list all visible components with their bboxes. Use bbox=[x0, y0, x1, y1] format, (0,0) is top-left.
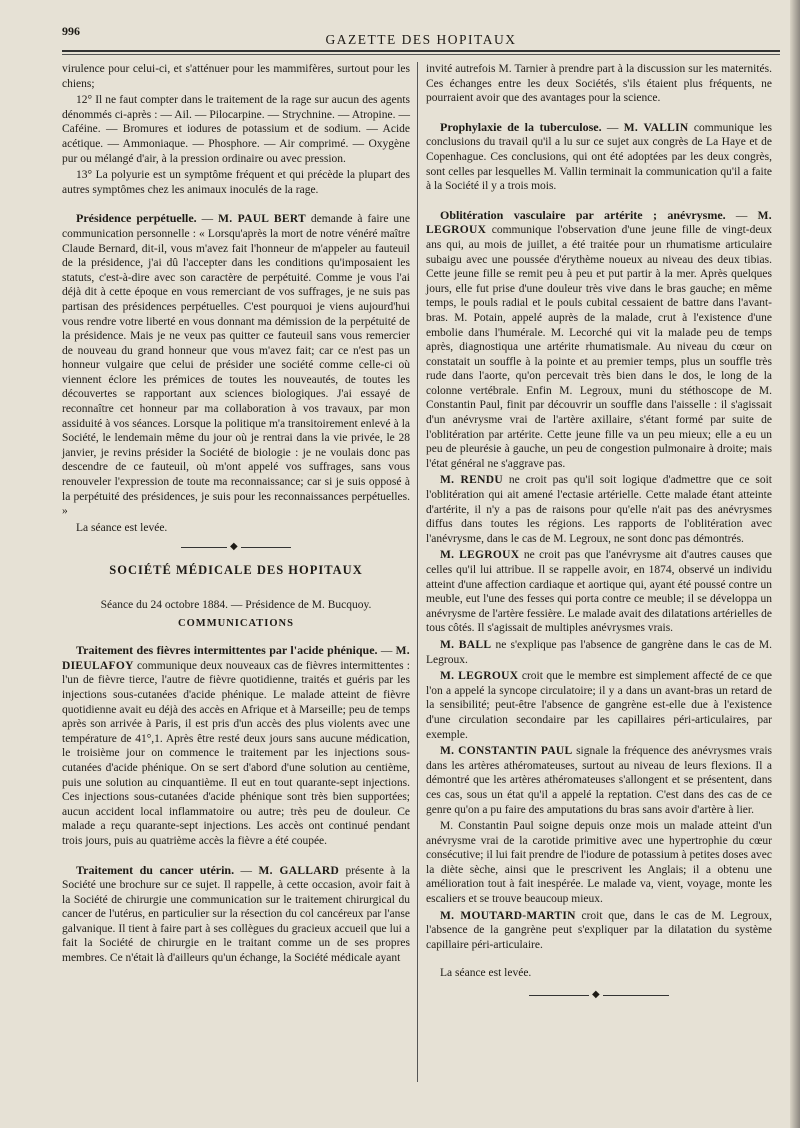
article-obliteration: Oblitération vasculaire par artérite ; anévrysme. — M. LEGROUX communique l'observation d'une jeune fille de vingt-deux ans qui, au mois de juillet, a été traitée pour un rhumatisme articulaire subaigu avec une poussée d'érythème noueux au niveau des deux tibias. Cette jeune fille se remit peu à peu et put partir à la mer. Après quelques jours, elle fut prise d'une douleur très vive dans le bras gauche; en même temps, le pouls radial et le pouls cubital cessaient de battre dans l'avant-bras. M. Potain, appelé auprès de la malade, crut à l'existence d'une embolie dans l'humérale. M. Lecorché qui vit la malade peu de temps après, diagnostiqua une artérite rhumatismale. Au niveau du cœur on constatait un souffle à la pointe et au premier temps, plus un souffle très rude dans l'aorte, qu'on percevait très bien dans le dos, le long de la colonne vertébrale. Enfin M. Legroux, muni du stéthoscope de M. Constantin Paul, finit par découvrir un souffle dans l'aisselle : il s'agissait d'un anévrysme vrai de l'artère axillaire, s'étant formé par suite de l'oblitération par artérite. Cette jeune fille va un peu mieux; elle a eu un peu de pleurésie à gauche, un peu de congestion pulmonaire à droite; mais l'état général ne s'aggrave pas. bbox=[426, 207, 772, 470]
page-edge bbox=[790, 0, 800, 1128]
paragraph-ball bbox=[426, 638, 772, 667]
speaker-name: M. RENDU bbox=[440, 474, 503, 487]
article-text: présente à la Société une brochure sur ce sujet. Il rappelle, à cette occasion, avoir fait à la Société de chirurgie une communication sur le traitement chirurgical du cancer de l'utérus, en particulier sur la résection du col cancéreux par l'anse galvanique. Il tient à faire part à ses collègues du gracieux accueil que lui a fait la Société de chirurgie en le traitant comme un de ses propres membres. Ce n'était là d'ailleurs qu'un échange, la Société médicale ayant bbox=[62, 864, 411, 965]
speaker-name: M. LEGROUX bbox=[440, 549, 520, 562]
article-text: croit que, dans le cas de M. Legroux, l'absence de la gangrène peut s'expliquer par la dilatation du système capillaire péri-articulaire. bbox=[426, 909, 773, 951]
article-heading: Prophylaxie de la tuberculose. bbox=[440, 119, 602, 134]
speaker-name: M. GALLARD bbox=[258, 864, 340, 877]
article-fievres: Traitement des fièvres intermittentes par l'acide phénique. — M. DIEULAFOY communique deux nouveaux cas de fièvres intermittentes : l'un de fièvre tierce, l'autre de fièvre quotidienne, traités et guéris par les injections sous-cutanées d'acide phénique. Le malade atteint de fièvre quotidienne avait eu déjà des accès en Afrique et à Marseille; peu de temps après son arrivée à Paris, il est pris d'un accès des plus violents avec une température de 41°,1. Après être resté deux jours sans aucune médication, le troisième jour on commence le traitement par les injections sous-cutanées d'acide phénique. On se sert d'abord d'une solution au centième, puis une solution au cinquantième. Il eut en tout quarante-sept injections. Ces injections sous-cutanées d'acide phénique sont très bien supportées; aucun accident local inflammatoire ou autre; très peu de douleur. Ce malade a reçu quarante-sept injections. Les accès ont continué pendant trois jours, puis au quatrième accès la fièvre a été coupée. bbox=[62, 643, 410, 847]
paragraph: invité autrefois M. Tarnier à prendre part à la discussion sur les maternités. Ces échanges entre les deux Sociétés, s'ils étaient plus fréquents, ne pourraient avoir que des avantages pour la science. bbox=[426, 63, 772, 105]
article-text: signale la fréquence des anévrysmes vrais dans les artères athéromateuses, surtout au niveau de leurs flexions. Il a démontré que les artères athéromateuses s'allongent et se présentent, dans ces cas, sous un état qu'il a appelé la reptation. C'est dans des cas de ce genre qu'on a pu faire des amputations du bras sans avoir d'artère à lier. bbox=[426, 745, 772, 816]
section-divider: ◆ bbox=[181, 547, 291, 549]
paragraph-rendu bbox=[426, 473, 772, 546]
article-tuberculose: Prophylaxie de la tuberculose. — M. VALLIN communique les conclusions du travail qu'il a lu sur ce sujet aux congrès de La Haye et de Copenhague. Ces conclusions, qui ont été adoptées par les deux congrès, sont celles par lesquelles M. Vallin terminait la communication qu'il a faite à la Société il y a trois mois. bbox=[426, 119, 772, 193]
article-text: communique deux nouveaux cas de fièvres intermittentes : l'un de fièvre tierce, l'autre de fièvre quotidienne, traités et guéris par les injections sous-cutanées d'acide phénique. Le malade atteint de fièvre quotidienne avait eu déjà des accès en Afrique et à Marseille; peu de temps après son arrivée à Paris, il est pris d'un accès des plus violents avec une température de 41°,1. Après être resté deux jours sans aucune médication, le troisième jour on commence le traitement par les injections sous-cutanées d'acide phénique. On se sert d'abord d'une solution au centième, puis une solution au cinquantième. Il eut en tout quarante-sept injections. Ces injections sous-cutanées d'acide phénique sont très bien supportées; aucun accident local inflammatoire ou autre; très peu de douleur. Ce malade a reçu quarante-sept injections. Les accès ont continué pendant trois jours, puis au quatrième accès la fièvre a été coupée. bbox=[62, 659, 410, 847]
article-text: ne croit pas que l'anévrysme ait d'autres causes que celles qu'il lui attribue. Il se rappelle avoir, en 1874, observé un individu atteint d'une affection cardiaque et aortique qui, ayant été poussé contre un meuble, eut l'une des fesses qui porta contre ce meuble; il se développa un anévrysme de l'artère fessière. Le malade avait des dilatations artérielles de tous côtés. Il s'agissait de multiples anévrysmes vrais. bbox=[426, 549, 772, 635]
paragraph-legroux bbox=[426, 548, 772, 636]
section-title: SOCIÉTÉ MÉDICALE DES HOPITAUX bbox=[109, 563, 363, 578]
speaker-name: M. MOUTARD-MARTIN bbox=[440, 909, 576, 922]
paragraph-legroux-reply bbox=[426, 669, 772, 742]
paragraph: M. Constantin Paul soigne depuis onze mois un malade atteint d'un anévrysme vrai de la carotide primitive avec une hypertrophie du cœur consécutive; il lui fait prendre de l'iodure de potassium à petites doses avec la diète sèche, ainsi que le prescrivent les Anglais; il a obtenu une amélioration tout à fait inespérée. Le malade va, vient, voyage, monte les escaliers et se trouve beaucoup mieux. bbox=[426, 820, 772, 906]
left-column bbox=[62, 62, 410, 968]
session-line: Séance du 24 octobre 1884. — Présidence de M. Bucquoy. bbox=[100, 599, 372, 611]
communications-heading: COMMUNICATIONS bbox=[178, 617, 294, 629]
article-text: demande à faire une communication personnelle : « Lorsqu'après la mort de notre vénéré maître Claude Bernard, dit-il, vous m'avez fait l'honneur de m'appeler au fauteuil de la présidence, j'ai dû l'accepter dans les conditions qu'imposaient les statuts, c'est-à-dire avec son caractère de perpétuité. Comme je vous l'ai déjà dit à cette époque en vous remerciant de vos suffrages, je ne suis pas partisan des présidences perpétuelles. C'est pourquoi je viens aujourd'hui vous rendre votre liberté en vous donnant ma démission de la perpétuité de la présidence. Mais je ne veux pas quitter ce fauteuil sans vous remercier de nouveau du grand honneur que vous m'avez fait; car ce n'est pas un honneur vulgaire que celui de présider une société comme celle-ci où viennent éclore les prémices de toutes les nouveautés, de toutes les découvertes se rapportant aux sciences biologiques. J'ai essayé de reconnaître cet honneur par ma collaboration à vos travaux, par mon assiduité à vos séances. Lorsque la politique m'a transitoirement enlevé à la Société, le lendemain même du jour où je rentrai dans la vie privée, le 28 janvier, je revins présider la Société de biologie : je ne voulais donc pas descendre de ce fauteuil, où m'ont appelé vos suffrages, sans vous renouveler l'expression de toute ma reconnaissance; car si je suis opposé à la perpétuité des présidences, je suis pour les reconnaissances perpétuelles. » bbox=[62, 213, 411, 518]
closing-line: La séance est levée. bbox=[440, 967, 532, 980]
speaker-name: M. BALL bbox=[440, 638, 492, 651]
paragraph: virulence pour celui-ci, et s'atténuer pour les mammifères, surtout pour les chiens; bbox=[62, 63, 410, 90]
speaker-name: M. PAUL BERT bbox=[218, 213, 306, 226]
article-heading: Traitement du cancer utérin. bbox=[76, 862, 235, 877]
article-cancer: Traitement du cancer utérin. — M. GALLARD présente à la Société une brochure sur ce sujet. Il rappelle, à cette occasion, avoir fait à la Société de chirurgie une communication sur le traitement chirurgical du cancer de l'utérus, en particulier sur la résection du col cancéreux par l'anse galvanique. Il tient à faire part à ses collègues du gracieux accueil que lui a fait la Société de chirurgie en le traitant comme un de ses propres membres. Ce n'était là d'ailleurs qu'un échange, la Société médicale ayant bbox=[62, 862, 411, 965]
article-heading: Oblitération vasculaire par artérite ; anévrysme. bbox=[440, 207, 726, 222]
speaker-name: M. DIEULAFOY bbox=[62, 645, 410, 672]
speaker-name: M. VALLIN bbox=[623, 121, 689, 134]
column-divider bbox=[417, 62, 418, 1082]
article-bert: Présidence perpétuelle. — M. PAUL BERT demande à faire une communication personnelle : « Lorsqu'après la mort de notre vénéré maître Claude Bernard, dit-il, vous m'avez fait l'honneur de m'appeler au fauteuil de la présidence, j'ai dû l'accepter dans les conditions qu'imposaient les statuts, c'est-à-dire avec son caractère de perpétuité. Comme je vous l'ai déjà dit à cette époque en vous remerciant de vos suffrages, je ne suis pas partisan des présidences perpétuelles. C'est pourquoi je viens aujourd'hui vous rendre votre liberté en vous donnant ma démission de la perpétuité de la présidence. Mais je ne veux pas quitter ce fauteuil sans vous remercier de nouveau du grand honneur que vous m'avez fait; car ce n'est pas un honneur vulgaire que celui de présider une société comme celle-ci où viennent éclore les prémices de toutes les nouveautés, de toutes les découvertes se rapportant aux sciences biologiques. J'ai essayé de reconnaître cet honneur par ma collaboration à vos travaux, par mon assiduité à vos séances. Lorsque la politique m'a transitoirement enlevé à la Société, le lendemain même du jour où je rentrai dans la vie privée, le 28 janvier, je revins présider la Société de biologie : je ne voulais donc pas descendre de ce fauteuil, où m'ont appelé vos suffrages, sans vous renouveler l'expression de toute ma reconnaissance; car si je suis opposé à la perpétuité des présidences, je suis pour les reconnaissances perpétuelles. » bbox=[62, 211, 411, 518]
page-number: 996 bbox=[62, 24, 80, 38]
article-text: communique l'observation d'une jeune fille de vingt-deux ans qui, au mois de juillet, a été traitée pour un rhumatisme articulaire subaigu avec une poussée d'érythème noueux au niveau des deux tibias. Cette jeune fille se remit peu à peu et put partir à la mer. Après quelques jours, elle fut prise d'une douleur très vive dans le bras gauche; en même temps, le pouls radial et le pouls cubital cessaient de battre dans l'avant-bras. M. Potain, appelé auprès de la malade, crut à l'existence d'une embolie dans l'humérale. M. Lecorché qui vit la malade peu de temps après, diagnostiqua une artérite rhumatismale. Au niveau du cœur on constatait un souffle à la pointe et au premier temps, plus un souffle très rude dans l'aorte, qu'on percevait très bien dans le dos, le long de la colonne vertébrale. Enfin M. Legroux, muni du stéthoscope de M. Constantin Paul, finit par découvrir un souffle dans l'aisselle : il s'agissait d'un anévrysme vrai de l'artère axillaire, s'étant formé par suite de l'oblitération par artérite. Cette jeune fille va un peu mieux; elle a eu un peu de pleurésie à gauche, un peu de congestion pulmonaire à droite; mais l'état général ne s'aggrave pas. bbox=[426, 224, 772, 470]
article-text: communique les conclusions du travail qu'il a lu sur ce sujet aux congrès de La Haye et de Copenhague. Ces conclusions, qui ont été adoptées par les deux congrès, sont celles par lesquelles M. Vallin terminait la communication qu'il a faite à la Société il y a trois mois. bbox=[426, 121, 772, 193]
paragraph-constantin-paul bbox=[426, 744, 772, 817]
paragraph: 13° La polyurie est un symptôme fréquent et qui précède la plupart des autres symptômes chez les animaux inoculés de la rage. bbox=[62, 169, 410, 196]
speaker-name: M. LEGROUX bbox=[440, 670, 519, 683]
journal-title: GAZETTE DES HOPITAUX bbox=[325, 32, 517, 47]
closing-line: La séance est levée. bbox=[76, 521, 168, 534]
end-divider: ◆ bbox=[529, 995, 669, 997]
header-rule bbox=[62, 50, 780, 52]
speaker-name: M. CONSTANTIN PAUL bbox=[440, 745, 573, 758]
article-heading: Traitement des fièvres intermittentes par l'acide phénique. bbox=[76, 643, 378, 658]
article-heading: Présidence perpétuelle. bbox=[76, 211, 197, 226]
paragraph-moutard-martin bbox=[426, 909, 772, 953]
paragraph: 12° Il ne faut compter dans le traitement de la rage sur aucun des agents dénommés ci-après : — Ail. — Pilocarpine. — Strychnine. — Atropine. — Caféine. — Bromures et iodures de potassium et de sodium. — Acide acétique. — Ammoniaque. — Phosphore. — Air comprimé. — Oxygène pur ou mélangé d'air, à la pression ordinaire ou avec pression. bbox=[62, 94, 410, 165]
speaker-name: M. LEGROUX bbox=[426, 209, 772, 237]
header-rule-thin bbox=[62, 54, 780, 55]
page-header bbox=[62, 24, 780, 52]
article-text: ne s'explique pas l'absence de gangrène dans le cas de M. Legroux. bbox=[426, 638, 772, 666]
article-text: ne croit pas qu'il soit logique d'admettre que ce soit l'oblitération qui ait amené l'ectasie artérielle. Cette malade étant atteinte d'artérite, il n'y a pas de raisons pour qu'elle n'ait pas des anévrysmes diffus dans toutes les régions. Les rapports de l'oblitération avec l'anévrysme, dans le cas de M. Legroux, ne sont donc pas démontrés. bbox=[426, 474, 772, 545]
right-column bbox=[426, 62, 773, 1001]
article-text: croit que le membre est simplement affecté de ce que l'on a appelé la syncope circulatoire; il y a dans un avant-bras un retard de la sensibilité; peut-être l'absence de gangrène est-elle due à l'existence d'une circulation secondaire par les capillaires péri-articulaires, par exemple. bbox=[426, 670, 772, 741]
